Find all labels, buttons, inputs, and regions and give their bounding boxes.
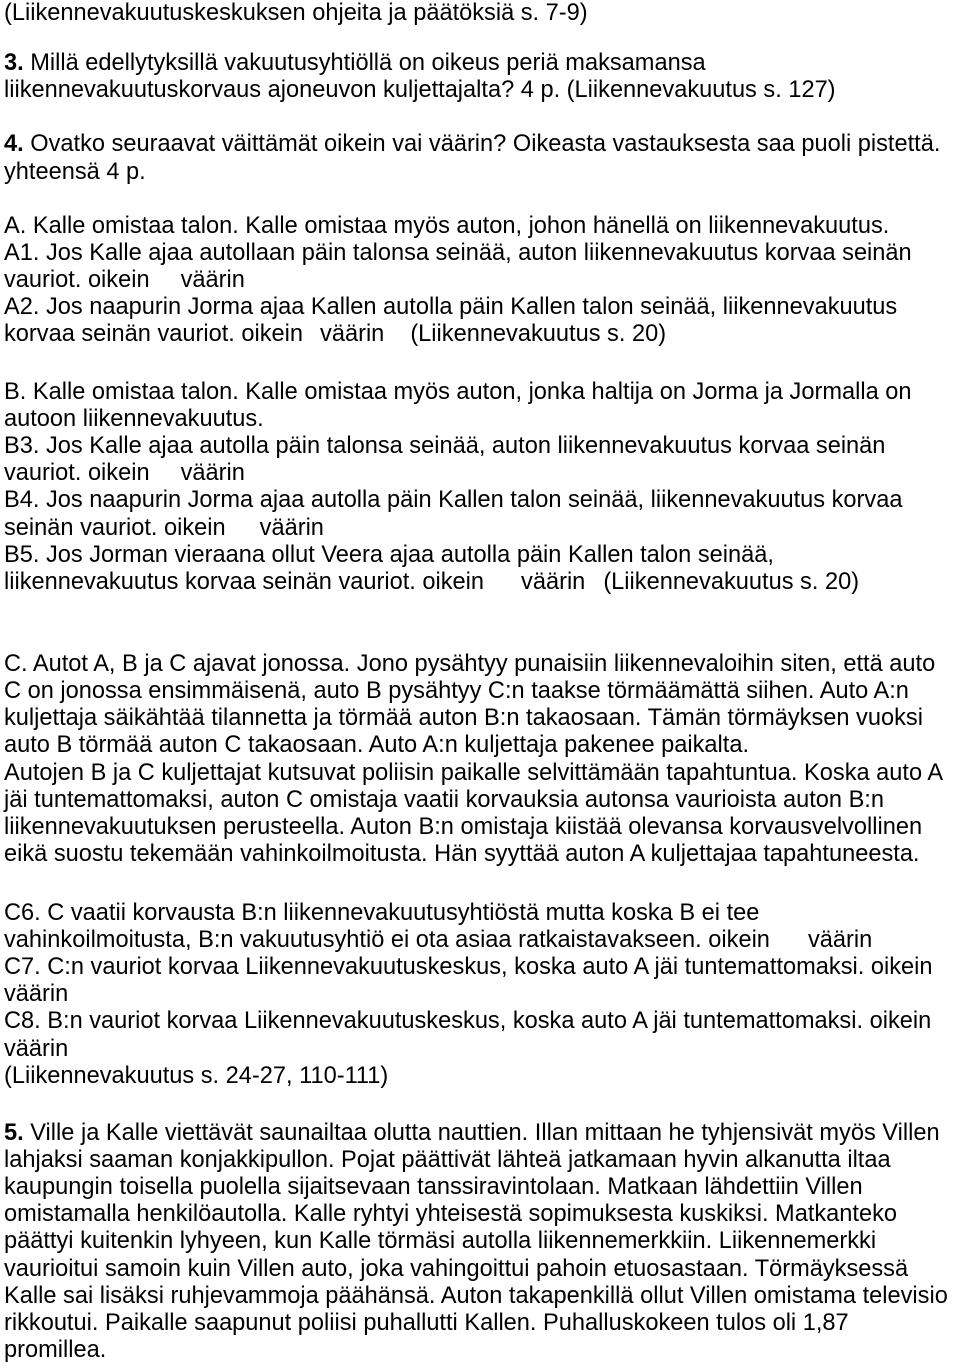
statement-line	[4, 515, 960, 542]
question-5-line: kaupungin toisella puolella sijaitsevaan tanssiravintolaan. Matkaan lähdettiin Villen	[4, 1173, 863, 1200]
statement-b4	[4, 487, 960, 541]
statement-b5	[4, 542, 960, 596]
question-3-line: liikennevakuutuskorvaus ajoneuvon kuljettajalta? 4 p. (Liikennevakuutus s. 127)	[4, 77, 836, 104]
case-a	[4, 213, 960, 349]
question-text: Ovatko seuraavat väittämät oikein vai väärin? Oikeasta vastauksesta saa puoli pistettä.	[30, 131, 941, 158]
case-description-line: B. Kalle omistaa talon. Kalle omistaa myös auton, jonka haltija on Jorma ja Jormalla on	[4, 378, 912, 405]
statement-line	[4, 1036, 960, 1063]
statement-line: A1. Jos Kalle ajaa autollaan päin talonsa seinää, auton liikennevakuutus korvaa seinän	[4, 239, 912, 266]
statement-text: korvaa seinän vauriot.	[4, 321, 235, 348]
case-description-line: C on jonossa ensimmäisenä, auto B pysähtyy C:n taakse törmäämättä siihen. Auto A:n	[4, 677, 909, 704]
answer-option-oikein: oikein	[422, 568, 485, 595]
answer-option-vaarin: väärin	[259, 514, 324, 541]
question-5-line: rikkoutui. Paikalle saapunut poliisi puhallutti Kallen. Puhalluskokeen tulos oli 1,87	[4, 1309, 849, 1336]
question-text: Ville ja Kalle viettävät saunailtaa olutta nauttien. Illan mittaan he tyhjensivät myös Villen	[30, 1119, 940, 1146]
source-reference: (Liikennevakuutuskeskuksen ohjeita ja päätöksiä s. 7-9)	[4, 0, 588, 26]
statement-line	[4, 1008, 960, 1035]
statement-line	[4, 321, 960, 348]
answer-option-oikein: oikein	[164, 514, 226, 541]
question-5-line: päättyi kuitenkin lyhyeen, kun Kalle törmäsi autolla liikennemerkkiin. Liikennemerkki	[4, 1228, 877, 1255]
case-description-line: kuljettaja säikähtää tilannetta ja törmää auton B:n takaosaan. Tämän törmäyksen vuoksi	[4, 705, 923, 732]
answer-option-oikein: oikein	[87, 460, 150, 487]
case-description-line: auto B törmää auton C takaosaan. Auto A:n kuljettaja pakenee paikalta.	[4, 732, 750, 759]
answer-option-oikein: oikein	[708, 926, 770, 953]
question-5-line: lahjaksi saaman konjakkipullon. Pojat päättivät lähteä jatkamaan hyvin alkanutta iltaa	[4, 1146, 891, 1173]
statement-b3	[4, 433, 960, 487]
case-description-line: A. Kalle omistaa talon. Kalle omistaa myös auton, johon hänellä on liikennevakuutus.	[4, 212, 890, 239]
answer-option-vaarin: väärin	[180, 267, 245, 294]
statement-a1	[4, 240, 960, 294]
statement-line	[4, 981, 960, 1008]
statement-line: B4. Jos naapurin Jorma ajaa autolla päin Kallen talon seinää, liikennevakuutus korvaa	[4, 487, 903, 514]
statement-text: C8. B:n vauriot korvaa Liikennevakuutuskeskus, koska auto A jäi tuntemattomaksi.	[4, 1008, 864, 1035]
page-reference: (Liikennevakuutus s. 20)	[410, 321, 667, 348]
statement-c6	[4, 900, 960, 954]
question-5-line: promillea.	[4, 1337, 107, 1364]
answer-option-oikein: oikein	[869, 1008, 932, 1035]
statement-c7	[4, 954, 960, 1008]
question-5-line	[4, 1120, 960, 1147]
statement-a2	[4, 294, 960, 348]
answer-option-vaarin: väärin	[4, 1035, 69, 1062]
question-5-line: omistamalla henkilöautolla. Kalle ryhtyi yhteisestä sopimuksesta kuskiksi. Matkanteko	[4, 1201, 898, 1228]
statement-text: C7. C:n vauriot korvaa Liikennevakuutuskeskus, koska auto A jäi tuntemattomaksi.	[4, 954, 865, 981]
statement-c8	[4, 1008, 960, 1062]
statement-line	[4, 460, 960, 487]
statement-text: liikennevakuutus korvaa seinän vauriot.	[4, 568, 416, 595]
statement-line	[4, 569, 960, 596]
page-reference: (Liikennevakuutus s. 20)	[603, 568, 860, 595]
answer-option-oikein: oikein	[241, 321, 304, 348]
statement-line: B3. Jos Kalle ajaa autolla päin talonsa seinää, auton liikennevakuutus korvaa seinän	[4, 433, 886, 460]
question-5	[4, 1120, 960, 1365]
statement-line	[4, 954, 960, 981]
case-description-line: jäi tuntemattomaksi, auton C omistaja vaatii korvauksia autonsa vaurioista auton B:n	[4, 786, 884, 813]
question-number: 5.	[4, 1119, 24, 1146]
question-4	[4, 131, 960, 1090]
question-3	[4, 50, 960, 104]
question-number: 4.	[4, 131, 24, 158]
question-4-line	[4, 131, 960, 158]
question-number: 3.	[4, 49, 24, 76]
answer-option-oikein: oikein	[870, 954, 933, 981]
statement-line	[4, 267, 960, 294]
answer-option-vaarin: väärin	[180, 460, 245, 487]
answer-option-vaarin: väärin	[807, 926, 873, 953]
statement-line: C6. C vaatii korvausta B:n liikennevakuutusyhtiöstä mutta koska B ei tee	[4, 899, 760, 926]
case-description-line: Autojen B ja C kuljettajat kutsuvat poliisin paikalle selvittämään tapahtuntua. Koska auto A	[4, 759, 944, 786]
answer-option-vaarin: väärin	[4, 981, 69, 1008]
case-description-line: liikennevakuutuksen perusteella. Auton B:n omistaja kiistää olevansa korvausvelvollinen	[4, 813, 923, 840]
statement-line: B5. Jos Jorman vieraana ollut Veera ajaa autolla päin Kallen talon seinää,	[4, 541, 774, 568]
statement-text: seinän vauriot.	[4, 514, 158, 541]
statement-line	[4, 927, 960, 954]
question-3-line	[4, 50, 960, 77]
statement-text: vauriot.	[4, 460, 82, 487]
case-description-line: C. Autot A, B ja C ajavat jonossa. Jono pysähtyy punaisiin liikennevaloihin siten, että auto	[4, 650, 936, 677]
answer-option-vaarin: väärin	[320, 321, 385, 348]
question-5-line: vaurioitui samoin kuin Villen auto, joka vahingoittui pahoin etuosastaan. Törmäyksessä	[4, 1255, 909, 1282]
question-text: Millä edellytyksillä vakuutusyhtiöllä on oikeus periä maksamansa	[30, 49, 706, 76]
question-5-line: Kalle sai lisäksi ruhjevammoja päähänsä. Auton takapenkillä ollut Villen omistama televisio	[4, 1282, 948, 1309]
answer-option-vaarin: väärin	[521, 568, 586, 595]
case-description-line: autoon liikennevakuutus.	[4, 405, 264, 432]
answer-option-oikein: oikein	[87, 267, 150, 294]
statement-text: vahinkoilmoitusta, B:n vakuutusyhtiö ei ota asiaa ratkaistavakseen.	[4, 926, 702, 953]
question-4-line: yhteensä 4 p.	[4, 158, 146, 185]
case-b	[4, 379, 960, 597]
statement-line: A2. Jos naapurin Jorma ajaa Kallen autolla päin Kallen talon seinää, liikennevakuutus	[4, 294, 898, 321]
case-description-line: eikä suostu tekemään vahinkoilmoitusta. Hän syyttää auton A kuljettajaa tapahtuneesta.	[4, 841, 920, 868]
case-c	[4, 651, 960, 1090]
statement-text: vauriot.	[4, 267, 82, 294]
page-reference: (Liikennevakuutus s. 24-27, 110-111)	[4, 1062, 389, 1089]
